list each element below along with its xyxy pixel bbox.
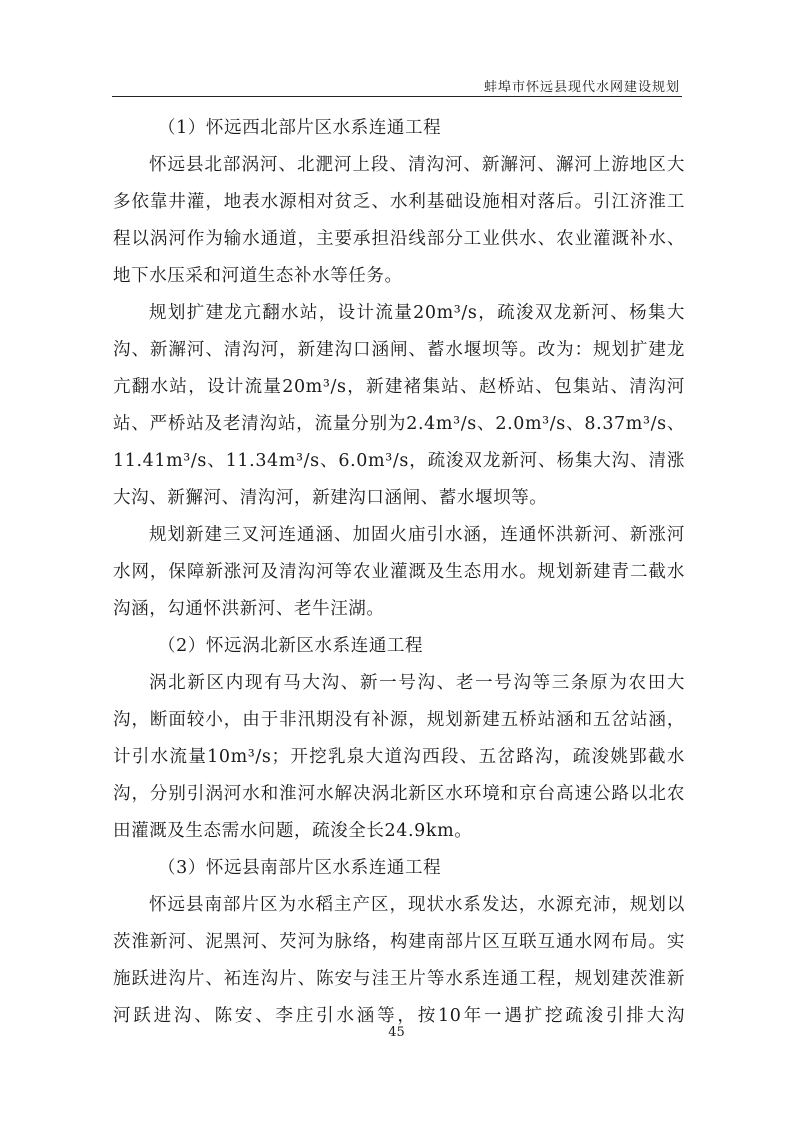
- section-heading-3: （3）怀远县南部片区水系连通工程: [158, 858, 442, 878]
- paragraph: 怀远县北部涡河、北淝河上段、清沟河、新澥河、澥河上游地区大多依靠井灌，地表水源相对贫乏、水利基础设施相对落后。引江济淮工程以涡河作为输水通道，主要承担沿线部分工业供水、农业灌溉补水、地下水压采和河道生态补水等任务。: [113, 155, 685, 286]
- page-number: 45: [388, 1025, 405, 1040]
- document-body: [113, 110, 685, 1035]
- paragraph: 涡北新区内现有马大沟、新一号沟、老一号沟等三条原为农田大沟，断面较小，由于非汛期没有补源，规划新建五桥站涵和五岔站涵，计引水流量10m³/s；开挖乳泉大道沟西段、五岔路沟，疏浚姚郢截水沟，分别引涡河水和淮河水解决涡北新区水环境和京台高速公路以北农田灌溉及生态需水问题，疏浚全长24.9km。: [113, 673, 685, 841]
- header-rule: [112, 96, 682, 97]
- section-heading-1: （1）怀远西北部片区水系连通工程: [158, 118, 442, 138]
- paragraph: 规划新建三叉河连通涵、加固火庙引水涵，连通怀洪新河、新涨河水网，保障新涨河及清沟河等农业灌溉及生态用水。规划新建青二截水沟涵，勾通怀洪新河、老牛汪湖。: [113, 525, 685, 619]
- running-header-title: 蚌埠市怀远县现代水网建设规划: [483, 80, 680, 95]
- paragraph: 怀远县南部片区为水稻主产区，现状水系发达，水源充沛，规划以茨淮新河、泥黑河、芡河为脉络，构建南部片区互联互通水网布局。实施跃进沟片、袥连沟片、陈安与洼王片等水系连通工程，规划建茨淮新河跃进沟、陈安、李庄引水涵等，按10年一遇扩挖疏浚引排大沟: [113, 895, 685, 1026]
- paragraph: 规划扩建龙亢翻水站，设计流量20m³/s，疏浚双龙新河、杨集大沟、新澥河、清沟河，新建沟口涵闸、蓄水堰坝等。改为：规划扩建龙亢翻水站，设计流量20m³/s，新建褚集站、赵桥站、包集站、清沟河站、严桥站及老清沟站，流量分别为2.4m³/s、2.0m³/s、8.37m³/s、11.41m³/s、11.34m³/s、6.0m³/s，疏浚双龙新河、杨集大沟、清涨大沟、新獬河、清沟河，新建沟口涵闸、蓄水堰坝等。: [113, 303, 685, 508]
- section-heading-2: （2）怀远涡北新区水系连通工程: [158, 636, 424, 656]
